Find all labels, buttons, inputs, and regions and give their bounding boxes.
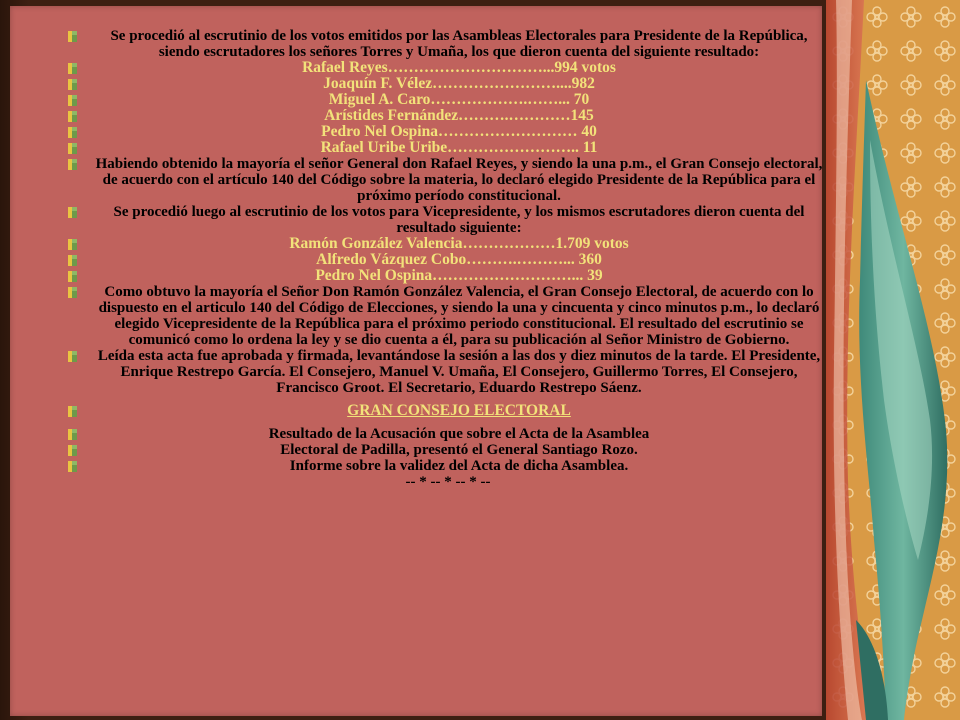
spacer xyxy=(68,419,828,426)
document-paragraph xyxy=(68,442,828,458)
document-paragraph xyxy=(68,28,828,60)
bullet-icon xyxy=(68,207,77,218)
content-panel xyxy=(10,6,822,716)
bullet-icon xyxy=(68,351,77,362)
document-body xyxy=(68,28,828,490)
bullet-icon xyxy=(68,127,77,138)
document-paragraph xyxy=(68,60,828,76)
closing-separator: -- * -- * -- * -- xyxy=(405,474,491,490)
document-paragraph xyxy=(68,458,828,474)
bullet-icon xyxy=(68,461,77,472)
document-paragraph xyxy=(68,92,828,108)
paragraph-text: Joaquín F. Vélez……………………....982 xyxy=(323,75,595,92)
paragraph-text: Alfredo Vázquez Cobo……….………... 360 xyxy=(316,251,602,268)
document-paragraph xyxy=(68,204,828,236)
document-paragraph xyxy=(68,76,828,92)
document-paragraph xyxy=(68,108,828,124)
section-heading xyxy=(68,403,828,419)
document-paragraph xyxy=(68,252,828,268)
paragraph-text: Miguel A. Caro……………….……... 70 xyxy=(328,91,590,108)
paragraph-text: GRAN CONSEJO ELECTORAL xyxy=(347,402,571,419)
paragraph-text: Pedro Nel Ospina………………………... 39 xyxy=(315,267,603,284)
paragraph-text: Pedro Nel Ospina……………………… 40 xyxy=(321,123,597,140)
bullet-icon xyxy=(68,79,77,90)
bullet-icon xyxy=(68,429,77,440)
paragraph-text: Rafael Uribe Uribe…………………….. 11 xyxy=(320,139,598,156)
paragraph-text: Habiendo obtenido la mayoría el señor General don Rafael Reyes, y siendo la una p.m., el Gran Consejo electoral, de acuerdo con el artículo 140 del Código sobre la materia, lo declaró elegido Presidente de la República para el próximo período constitucional. xyxy=(95,156,823,204)
paragraph-text: Como obtuvo la mayoría el Señor Don Ramón González Valencia, el Gran Consejo Electoral, de acuerdo con lo dispuesto en el articulo 140 del Código de Elecciones, y siendo la una y cincuenta y cinco minutos p.m., lo declaró elegido Vicepresidente de la República para el próximo periodo constitucional. El resultado del escrutinio se comunicó como lo ordena la ley y se dio cuenta a él, para su publicación al Señor Ministro de Gobierno. xyxy=(98,284,820,348)
bullet-icon xyxy=(68,255,77,266)
bullet-icon xyxy=(68,271,77,282)
document-paragraph xyxy=(68,268,828,284)
document-paragraph xyxy=(68,348,828,396)
document-paragraph xyxy=(68,124,828,140)
decorative-side-panel xyxy=(826,0,960,720)
paragraph-text: Arístides Fernández……….…………145 xyxy=(324,107,594,124)
bullet-icon xyxy=(68,143,77,154)
floral-ribbon-decoration xyxy=(826,0,960,720)
bullet-icon xyxy=(68,239,77,250)
paragraph-text: Resultado de la Acusación que sobre el Acta de la Asamblea xyxy=(268,426,650,442)
paragraph-text: Rafael Reyes…………………………...994 votos xyxy=(302,59,616,76)
bullet-icon xyxy=(68,445,77,456)
paragraph-text: Electoral de Padilla, presentó el General Santiago Rozo. xyxy=(280,442,638,458)
paragraph-text: Se procedió luego al escrutinio de los votos para Vicepresidente, y los mismos escrutadores dieron cuenta del resultado siguiente: xyxy=(113,204,805,236)
bullet-icon xyxy=(68,111,77,122)
paragraph-text: Informe sobre la validez del Acta de dicha Asamblea. xyxy=(289,458,629,474)
bullet-icon xyxy=(68,287,77,298)
bullet-icon xyxy=(68,159,77,170)
bullet-icon xyxy=(68,406,77,417)
document-paragraph xyxy=(68,140,828,156)
document-paragraph xyxy=(68,284,828,348)
document-paragraph xyxy=(68,236,828,252)
document-paragraph xyxy=(68,156,828,204)
bullet-icon xyxy=(68,63,77,74)
paragraph-text: Ramón González Valencia………………1.709 votos xyxy=(289,235,629,252)
bullet-icon xyxy=(68,95,77,106)
paragraph-text: Leída esta acta fue aprobada y firmada, levantándose la sesión a las dos y diez minutos de la tarde. El Presidente, Enrique Restrepo García. El Consejero, Manuel V. Umaña, El Consejero, Guillermo Torres, El Consejero, Francisco Groot. El Secretario, Eduardo Restrepo Sáenz. xyxy=(97,348,821,396)
document-paragraph xyxy=(68,426,828,442)
bullet-icon xyxy=(68,31,77,42)
paragraph-text: Se procedió al escrutinio de los votos emitidos por las Asambleas Electorales para Presidente de la República, siendo escrutadores los señores Torres y Umaña, los que dieron cuenta del siguiente resultado: xyxy=(110,28,808,60)
